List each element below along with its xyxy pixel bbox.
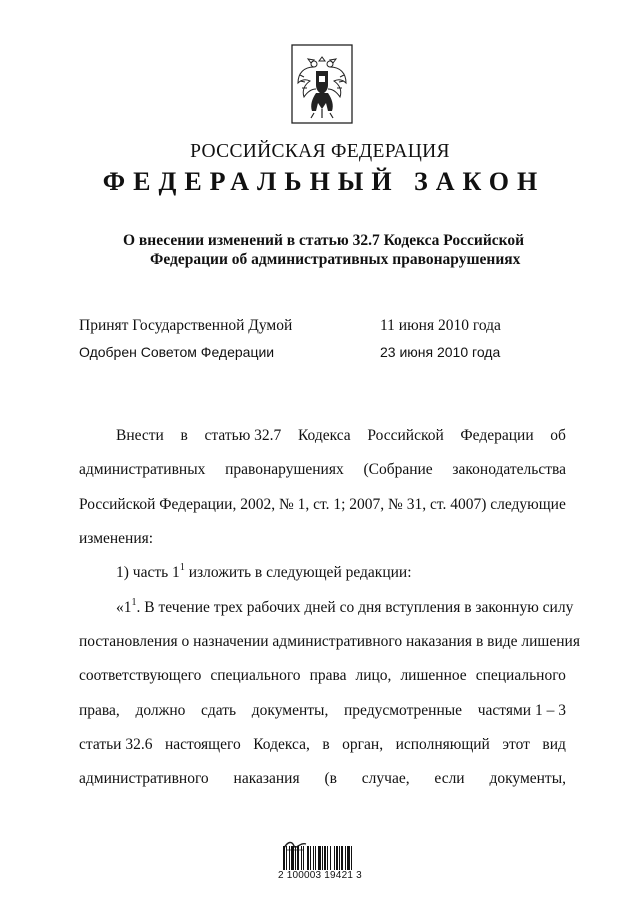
quote-line-4 [79, 701, 566, 720]
barcode-bar [345, 846, 346, 870]
word: специального [475, 667, 566, 684]
quote-line-3 [79, 666, 566, 685]
quote-line-6 [79, 769, 566, 788]
word: сдать [201, 702, 237, 719]
barcode-icon [282, 846, 364, 870]
body-paragraph-1-line-3: Российской Федерации, 2002, № 1, ст. 1; 2007, № 31, ст. 4007) следующие [79, 496, 566, 513]
item-1-suffix: изложить в следующей редакции: [184, 564, 412, 581]
word: если [434, 770, 465, 787]
word: об [550, 427, 566, 444]
adoption-label-duma: Принят Государственной Думой [79, 317, 293, 334]
word: права [309, 667, 347, 684]
body-paragraph-1-line-1 [116, 426, 566, 445]
barcode-bar [313, 846, 314, 870]
word: в [180, 427, 188, 444]
barcode-bar [347, 846, 350, 870]
barcode-bar [315, 846, 316, 870]
adoption-date-council: 23 июня 2010 года [380, 344, 501, 360]
word: документы, [251, 702, 329, 719]
barcode-bar [291, 846, 294, 870]
item-1-line [116, 563, 412, 582]
quote-suffix: . В течение трех рабочих дней со дня вступления в законную силу [136, 599, 574, 616]
word: статью 32.7 [204, 427, 282, 444]
word: в [322, 736, 330, 753]
barcode-bar [283, 846, 285, 870]
word: случае, [361, 770, 410, 787]
barcode-bar [286, 846, 287, 870]
word: правонарушениях [225, 461, 344, 478]
barcode-bar [295, 846, 296, 870]
word: вид [542, 736, 566, 753]
word: предусмотренные [343, 702, 463, 719]
word: этот [502, 736, 530, 753]
word: орган, [342, 736, 384, 753]
item-1-prefix: 1) часть 1 [116, 564, 180, 581]
word: настоящего [164, 736, 241, 753]
word: лицо, [355, 667, 392, 684]
adoption-date-duma: 11 июня 2010 года [380, 317, 501, 334]
word: Кодекса [297, 427, 351, 444]
country-title: РОССИЙСКАЯ ФЕДЕРАЦИЯ [190, 141, 450, 162]
barcode-bar [351, 846, 352, 870]
body-paragraph-1-line-4: изменения: [79, 530, 154, 547]
law-subject-line-2: Федерации об административных правонарушениях [150, 251, 521, 268]
word: Федерации [460, 427, 534, 444]
barcode-bar [307, 846, 309, 870]
word: специального [210, 667, 301, 684]
barcode-bar [334, 846, 335, 870]
word: частями 1 – 3 [477, 702, 566, 719]
law-subject-line-1: О внесении изменений в статью 32.7 Кодекса Российской [123, 232, 525, 249]
quote-line-1 [116, 598, 573, 617]
word: наказания [233, 770, 300, 787]
word: Российской [367, 427, 444, 444]
quote-line-5 [79, 735, 566, 754]
word: лишенное [400, 667, 467, 684]
word: (в [324, 770, 337, 787]
quote-prefix: «1 [116, 599, 132, 616]
barcode-bar [339, 846, 340, 870]
word: Внести [116, 427, 164, 444]
barcode-bar [303, 846, 304, 870]
barcode-bar [322, 846, 323, 870]
body-paragraph-1-line-2 [79, 460, 566, 479]
quote-superscript: 1 [131, 596, 137, 608]
russian-coat-of-arms-icon [286, 43, 358, 127]
word: статьи 32.6 [79, 736, 153, 753]
barcode-bar [324, 846, 326, 870]
word: Кодекса, [253, 736, 310, 753]
barcode-bar [310, 846, 311, 870]
barcode-bar [301, 846, 302, 870]
barcode-bar [336, 846, 338, 870]
barcode-bar [318, 846, 321, 870]
barcode-number: 2 100003 19421 3 [278, 870, 362, 881]
word: административного [79, 770, 209, 787]
word: законодательства [452, 461, 566, 478]
word: исполняющий [395, 736, 490, 753]
word: права, [79, 702, 120, 719]
document-type-title: ФЕДЕРАЛЬНЫЙ ЗАКОН [102, 167, 546, 196]
word: документы, [489, 770, 566, 787]
barcode-bar [341, 846, 343, 870]
barcode-bar [297, 846, 299, 870]
word: (Собрание [363, 461, 433, 478]
item-1-superscript: 1 [179, 561, 185, 573]
barcode-bar [330, 846, 331, 870]
barcode-bar [289, 846, 290, 870]
quote-line-2: постановления о назначении административного наказания в виде лишения [79, 633, 580, 650]
word: должно [135, 702, 186, 719]
word: соответствующего [79, 667, 202, 684]
barcode-bar [327, 846, 328, 870]
word: административных [79, 461, 206, 478]
adoption-label-council: Одобрен Советом Федерации [79, 344, 275, 360]
